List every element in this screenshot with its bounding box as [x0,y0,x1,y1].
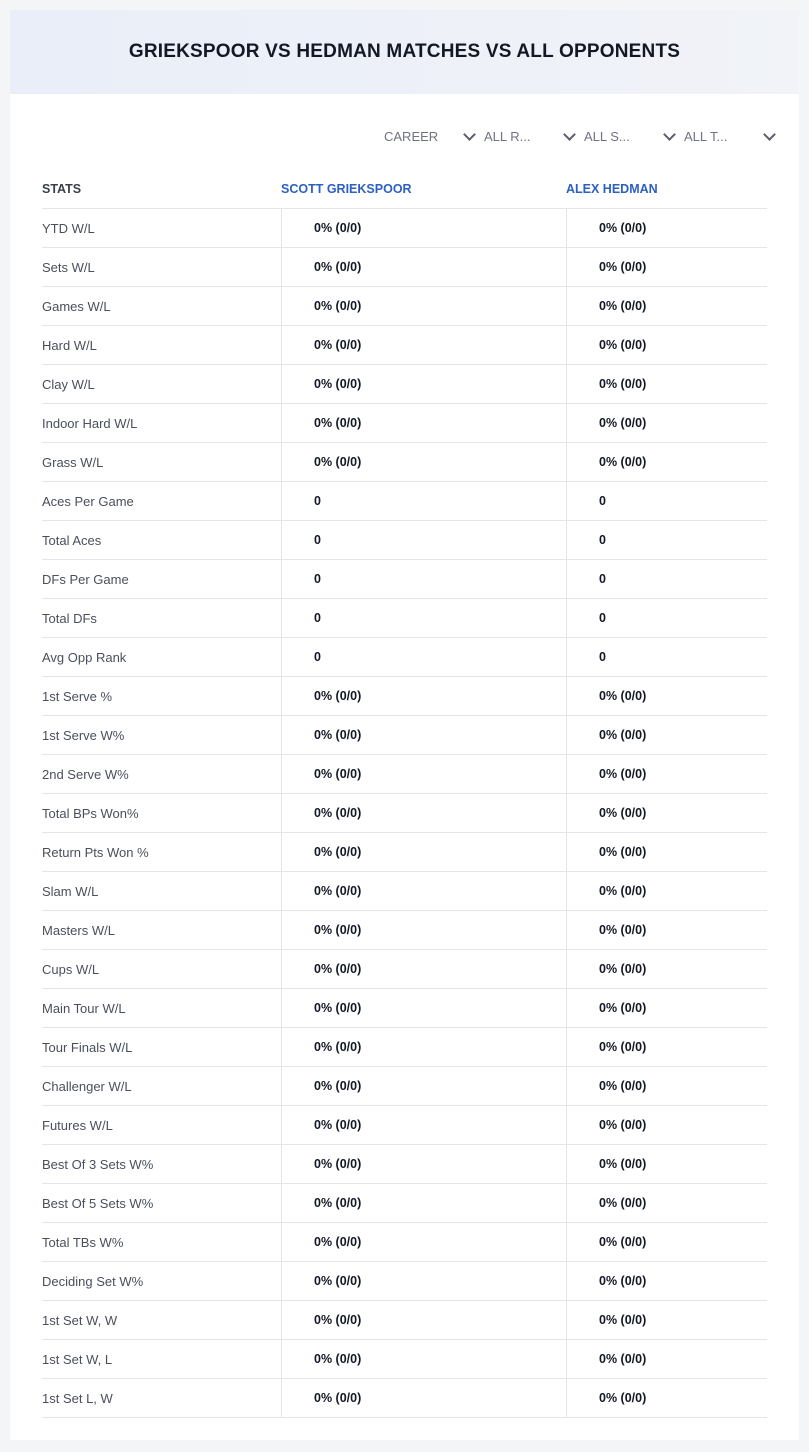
table-row [42,1184,767,1223]
stat-label: 1st Serve W% [42,727,125,743]
table-row [42,209,767,248]
player1-value: 0% (0/0) [281,677,566,715]
stat-label: Sets W/L [42,259,95,275]
player2-value: 0% (0/0) [566,833,767,871]
player2-value: 0% (0/0) [566,1067,767,1105]
player1-value: 0% (0/0) [281,287,566,325]
player1-value: 0% (0/0) [281,1223,566,1261]
player1-value: 0% (0/0) [281,755,566,793]
filter-label: ALL S... [584,128,630,144]
player1-value: 0% (0/0) [281,989,566,1027]
player1-value: 0 [281,482,566,520]
chevron-down-icon [763,128,776,141]
player2-value: 0% (0/0) [566,677,767,715]
stat-label: Return Pts Won % [42,844,149,860]
player1-value: 0% (0/0) [281,404,566,442]
stat-label: Aces Per Game [42,493,134,509]
player1-value: 0% (0/0) [281,716,566,754]
player2-value: 0% (0/0) [566,1223,767,1261]
table-body [42,209,767,1418]
table-row [42,716,767,755]
player2-value: 0% (0/0) [566,248,767,286]
player2-value: 0% (0/0) [566,794,767,832]
player1-value: 0% (0/0) [281,1301,566,1339]
player2-value: 0% (0/0) [566,443,767,481]
player2-value: 0 [566,482,767,520]
player1-value: 0% (0/0) [281,1184,566,1222]
stat-label: Tour Finals W/L [42,1039,133,1055]
table-row [42,911,767,950]
player1-value: 0% (0/0) [281,1028,566,1066]
player1-value: 0 [281,521,566,559]
table-row [42,326,767,365]
table-row [42,443,767,482]
filter-label: ALL R... [484,128,531,144]
stat-label: Deciding Set W% [42,1273,144,1289]
player1-value: 0% (0/0) [281,443,566,481]
table-row [42,833,767,872]
stat-label: Cups W/L [42,961,100,977]
stat-label: Total DFs [42,610,97,626]
stat-label: Best Of 5 Sets W% [42,1195,154,1211]
stat-label: 1st Set W, W [42,1312,118,1328]
table-row [42,638,767,677]
table-row [42,1145,767,1184]
player2-value: 0% (0/0) [566,404,767,442]
player2-value: 0% (0/0) [566,872,767,910]
filter-round-select[interactable] [480,126,580,146]
table-row [42,1262,767,1301]
stat-label: 1st Serve % [42,688,113,704]
table-row [42,1340,767,1379]
stat-label: Grass W/L [42,454,104,470]
stat-label: Main Tour W/L [42,1000,126,1016]
player2-value: 0% (0/0) [566,365,767,403]
page-title: GRIEKSPOOR VS HEDMAN MATCHES VS ALL OPPONENTS [128,41,681,62]
table-row [42,872,767,911]
table-row [42,1106,767,1145]
table-row [42,248,767,287]
player2-value: 0% (0/0) [566,1340,767,1378]
player2-value: 0% (0/0) [566,1301,767,1339]
table-row [42,521,767,560]
stat-label: Challenger W/L [42,1078,132,1094]
stats-table [42,170,767,1418]
player2-value: 0% (0/0) [566,755,767,793]
stat-label: Total TBs W% [42,1234,124,1250]
table-row [42,1223,767,1262]
table-row [42,755,767,794]
player2-value: 0% (0/0) [566,1379,767,1417]
player2-value: 0% (0/0) [566,326,767,364]
player1-value: 0% (0/0) [281,1106,566,1144]
player2-value: 0 [566,599,767,637]
stat-label: Clay W/L [42,376,95,392]
player2-value: 0% (0/0) [566,209,767,247]
stat-label: 1st Set L, W [42,1390,113,1406]
player1-value: 0% (0/0) [281,1379,566,1417]
player1-value: 0% (0/0) [281,209,566,247]
player1-value: 0% (0/0) [281,1340,566,1378]
filter-bar [380,126,780,146]
player2-value: 0 [566,560,767,598]
table-row [42,1379,767,1418]
filter-career-select[interactable] [380,126,480,146]
player2-value: 0% (0/0) [566,1184,767,1222]
chevron-down-icon [563,128,576,141]
player1-value: 0% (0/0) [281,833,566,871]
player2-value: 0% (0/0) [566,911,767,949]
stat-label: Masters W/L [42,922,115,938]
player2-value: 0% (0/0) [566,1262,767,1300]
table-row [42,1301,767,1340]
stat-label: Best Of 3 Sets W% [42,1156,154,1172]
player2-value: 0% (0/0) [566,1028,767,1066]
stat-label: Futures W/L [42,1117,113,1133]
player1-value: 0% (0/0) [281,248,566,286]
stats-card [10,10,799,1440]
player2-value: 0% (0/0) [566,950,767,988]
player2-value: 0% (0/0) [566,716,767,754]
stat-label: DFs Per Game [42,571,129,587]
player2-value: 0% (0/0) [566,287,767,325]
player1-value: 0% (0/0) [281,1262,566,1300]
stat-label: 1st Set W, L [42,1351,113,1367]
stat-label: Avg Opp Rank [42,649,127,665]
table-row [42,599,767,638]
stat-label: Total Aces [42,532,102,548]
page-header [10,10,799,94]
table-row [42,794,767,833]
player1-value: 0% (0/0) [281,911,566,949]
table-row [42,560,767,599]
table-row [42,404,767,443]
table-row [42,287,767,326]
player2-value: 0% (0/0) [566,989,767,1027]
stat-label: Indoor Hard W/L [42,415,138,431]
player1-value: 0 [281,560,566,598]
filter-label: ALL T... [684,128,728,144]
stat-label: 2nd Serve W% [42,766,129,782]
filter-surface-select[interactable] [580,126,680,146]
player1-value: 0 [281,599,566,637]
table-row [42,1028,767,1067]
player1-value: 0% (0/0) [281,950,566,988]
chevron-down-icon [663,128,676,141]
table-row [42,482,767,521]
column-header-player2-link[interactable]: ALEX HEDMAN [566,182,658,196]
table-row [42,989,767,1028]
player2-value: 0% (0/0) [566,1106,767,1144]
stat-label: Games W/L [42,298,111,314]
table-header [42,170,767,209]
stat-label: Slam W/L [42,883,99,899]
chevron-down-icon [463,128,476,141]
table-row [42,677,767,716]
player2-value: 0 [566,521,767,559]
player1-value: 0% (0/0) [281,365,566,403]
player1-value: 0% (0/0) [281,1145,566,1183]
table-row [42,1067,767,1106]
column-header-stats: STATS [42,182,82,196]
filter-label: CAREER [384,128,439,144]
stat-label: Hard W/L [42,337,97,353]
table-row [42,950,767,989]
player1-value: 0% (0/0) [281,1067,566,1105]
filter-tournament-select[interactable] [680,126,780,146]
player1-value: 0% (0/0) [281,872,566,910]
player1-value: 0 [281,638,566,676]
player1-value: 0% (0/0) [281,794,566,832]
table-row [42,365,767,404]
stat-label: Total BPs Won% [42,805,139,821]
stat-label: YTD W/L [42,220,95,236]
player2-value: 0 [566,638,767,676]
column-header-player1-link[interactable]: SCOTT GRIEKSPOOR [281,182,412,196]
player1-value: 0% (0/0) [281,326,566,364]
player2-value: 0% (0/0) [566,1145,767,1183]
